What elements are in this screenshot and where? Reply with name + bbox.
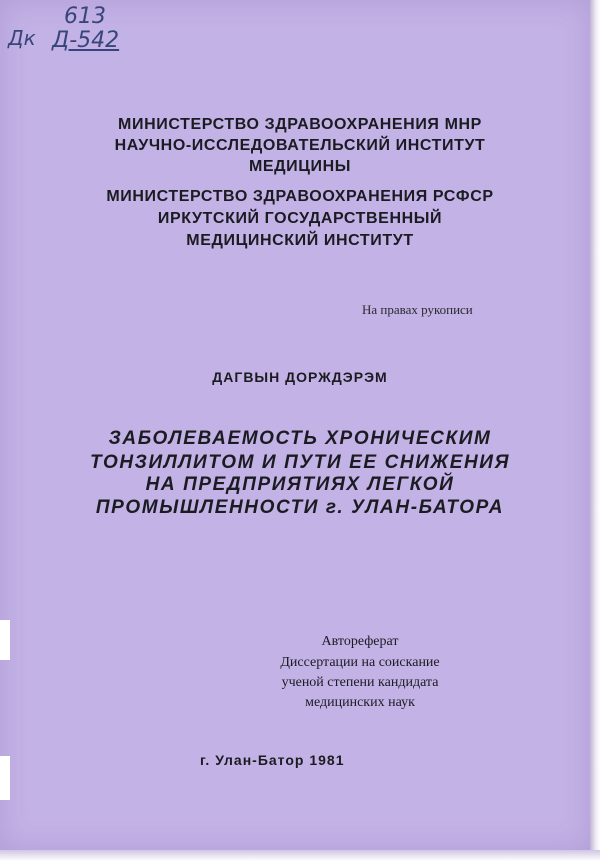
abstract-line: ученой степени кандидата	[281, 675, 439, 690]
page-edge-bottom	[0, 850, 600, 861]
abstract-line: медицинских наук	[305, 695, 415, 710]
rights-note: На правах рукописи	[362, 302, 473, 317]
abstract-line: Диссертации на соискание	[280, 655, 440, 670]
title-line: ПРОМЫШЛЕННОСТИ г. УЛАН-БАТОРА	[95, 497, 505, 518]
institution-line: МЕДИЦИНЫ	[248, 158, 352, 175]
institution-line: МИНИСТЕРСТВО ЗДРАВООХРАНЕНИЯ РСФСР	[106, 188, 494, 205]
abstract-line: Автореферат	[321, 634, 399, 649]
institution-line: НАУЧНО-ИССЛЕДОВАТЕЛЬСКИЙ ИНСТИТУТ	[114, 137, 486, 154]
institution-line: ИРКУТСКИЙ ГОСУДАРСТВЕННЫЙ	[157, 210, 443, 227]
binding-tab-mark	[0, 756, 10, 800]
title-line: НА ПРЕДПРИЯТИЯХ ЛЕГКОЙ	[145, 474, 455, 495]
imprint-place-year: г. Улан-Батор 1981	[200, 752, 345, 768]
archive-mark-number: 613	[64, 4, 106, 29]
binding-tab-mark	[0, 620, 10, 660]
author-name: ДАГВЫН ДОРЖДЭРЭМ	[212, 369, 388, 385]
archive-mark-prefix: Дк	[8, 26, 36, 50]
institution-line: МИНИСТЕРСТВО ЗДРАВООХРАНЕНИЯ МНР	[118, 116, 482, 133]
institution-line: МЕДИЦИНСКИЙ ИНСТИТУТ	[186, 232, 414, 249]
title-line: ТОНЗИЛЛИТОМ И ПУТИ ЕЕ СНИЖЕНИЯ	[89, 452, 511, 473]
archive-mark-code: Д-542	[52, 28, 120, 53]
title-line: ЗАБОЛЕВАЕМОСТЬ ХРОНИЧЕСКИМ	[108, 428, 492, 449]
